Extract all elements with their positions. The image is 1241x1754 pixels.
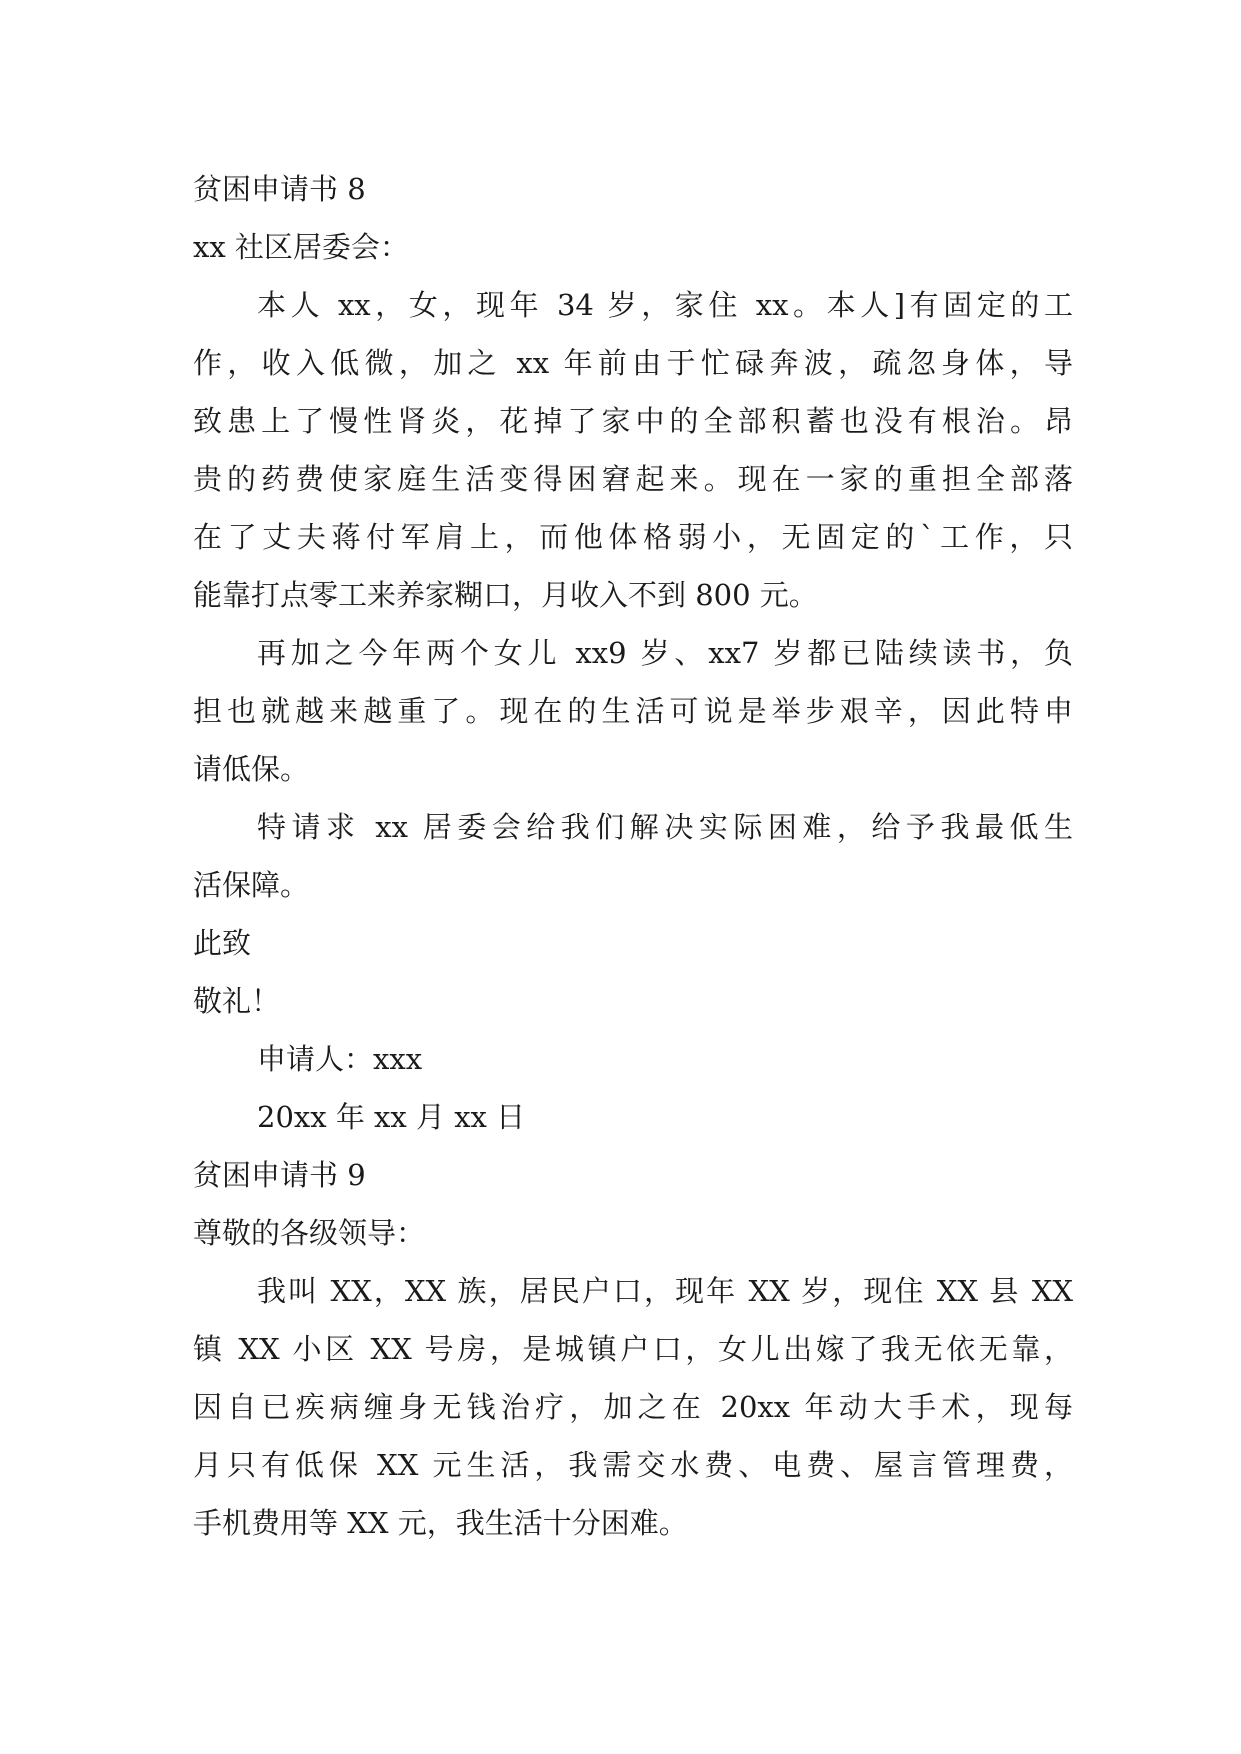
paragraph-line: 请低保。 bbox=[193, 752, 310, 786]
paragraph-line: 活保障。 bbox=[193, 868, 310, 902]
paragraph-line: 镇 XX 小区 XX 号房，是城镇户口，女儿出嫁了我无依无靠， bbox=[193, 1332, 1073, 1366]
application-date: 20xx 年 xx 月 xx 日 bbox=[257, 1100, 526, 1134]
section-8-paragraph-2 bbox=[193, 624, 1073, 798]
document-body bbox=[193, 160, 1073, 1552]
paragraph-line: 特请求 xx 居委会给我们解决实际困难，给予我最低生 bbox=[257, 810, 1073, 844]
section-8-title: 贫困申请书 8 bbox=[193, 172, 366, 206]
paragraph-line: 致患上了慢性肾炎，花掉了家中的全部积蓄也没有根治。昂 bbox=[193, 404, 1073, 438]
closing-line-1: 此致 bbox=[193, 926, 252, 960]
section-8-paragraph-3 bbox=[193, 798, 1073, 914]
paragraph-line: 我叫 XX，XX 族，居民户口，现年 XX 岁，现住 XX 县 XX bbox=[257, 1274, 1073, 1308]
paragraph-line: 手机费用等 XX 元，我生活十分困难。 bbox=[193, 1506, 688, 1540]
section-9-salutation: 尊敬的各级领导： bbox=[193, 1216, 426, 1250]
section-8-paragraph-1 bbox=[193, 276, 1073, 624]
paragraph-line: 担也就越来越重了。现在的生活可说是举步艰辛，因此特申 bbox=[193, 694, 1073, 728]
paragraph-line: 因自已疾病缠身无钱治疗，加之在 20xx 年动大手术，现每 bbox=[193, 1390, 1073, 1424]
section-9-paragraph-1 bbox=[193, 1262, 1073, 1552]
paragraph-line: 在了丈夫蒋付军肩上，而他体格弱小，无固定的`工作，只 bbox=[193, 520, 1073, 554]
paragraph-line: 月只有低保 XX 元生活，我需交水费、电费、屋言管理费， bbox=[193, 1448, 1073, 1482]
applicant-signature: 申请人：xxx bbox=[257, 1042, 423, 1076]
paragraph-line: 贵的药费使家庭生活变得困窘起来。现在一家的重担全部落 bbox=[193, 462, 1073, 496]
section-9-title: 贫困申请书 9 bbox=[193, 1158, 366, 1192]
paragraph-line: 作，收入低微，加之 xx 年前由于忙碌奔波，疏忽身体，导 bbox=[193, 346, 1073, 380]
closing-line-2: 敬礼！ bbox=[193, 984, 281, 1018]
paragraph-line: 本人 xx，女，现年 34 岁，家住 xx。本人]有固定的工 bbox=[257, 288, 1073, 322]
paragraph-line: 能靠打点零工来养家糊口，月收入不到 800 元。 bbox=[193, 578, 818, 612]
section-8-salutation: xx 社区居委会： bbox=[193, 230, 409, 264]
paragraph-line: 再加之今年两个女儿 xx9 岁、xx7 岁都已陆续读书，负 bbox=[257, 636, 1073, 670]
